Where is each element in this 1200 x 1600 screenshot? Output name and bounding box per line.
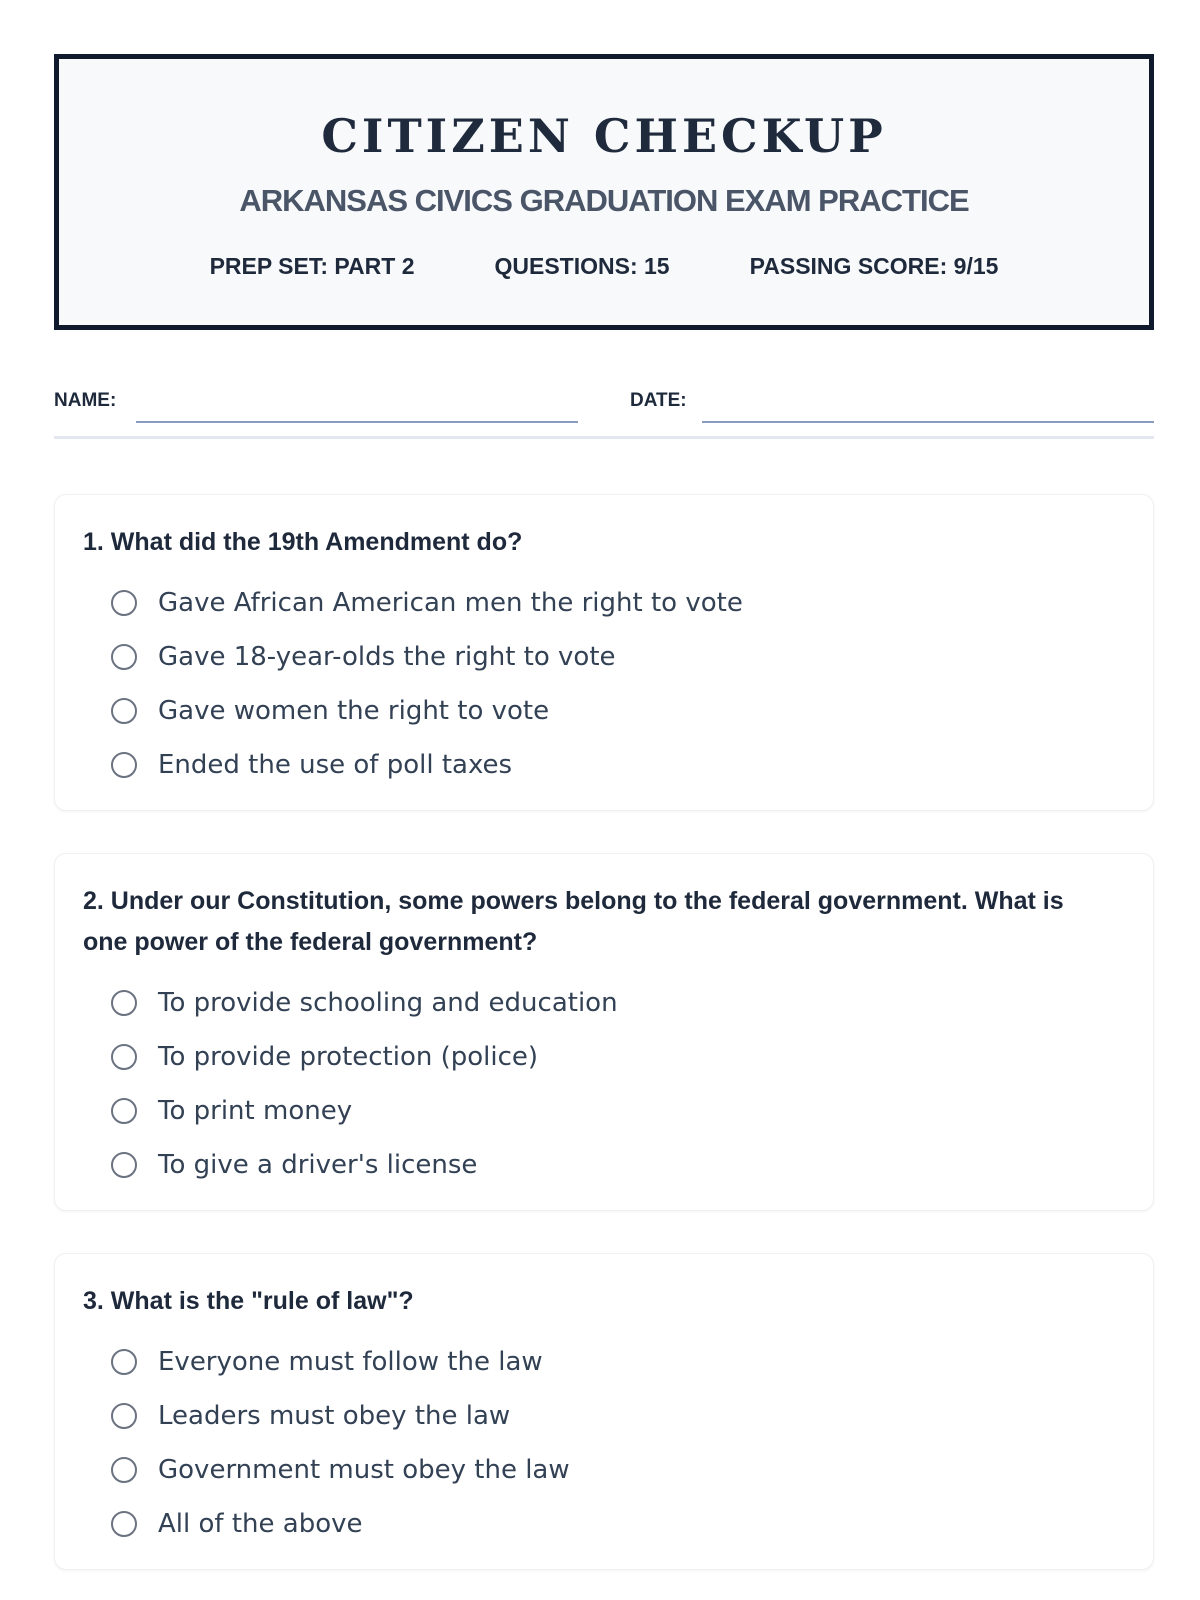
exam-meta — [59, 253, 1149, 280]
option-label: Gave 18-year-olds the right to vote — [158, 642, 616, 672]
page-title: CITIZEN CHECKUP — [321, 109, 887, 163]
option-label: All of the above — [158, 1509, 363, 1539]
radio-button[interactable] — [111, 1098, 137, 1124]
question-text: 3. What is the "rule of law"? — [83, 1287, 414, 1315]
radio-button[interactable] — [111, 1152, 137, 1178]
questions-count-label: QUESTIONS: 15 — [494, 253, 670, 279]
answer-option[interactable] — [111, 637, 616, 677]
answer-option[interactable] — [111, 691, 549, 731]
radio-button[interactable] — [111, 644, 137, 670]
question-text: 2. Under our Constitution, some powers belong to the federal government. What is one power of the federal government? — [83, 887, 1064, 956]
name-label: NAME: — [54, 390, 117, 411]
radio-button[interactable] — [111, 990, 137, 1016]
option-label: Gave African American men the right to vote — [158, 588, 743, 618]
answer-option[interactable] — [111, 983, 618, 1023]
date-field[interactable] — [702, 421, 1154, 423]
option-label: Everyone must follow the law — [158, 1347, 543, 1377]
option-label: To provide protection (police) — [158, 1042, 539, 1072]
radio-button[interactable] — [111, 752, 137, 778]
passing-score-label: PASSING SCORE: 9/15 — [749, 253, 999, 279]
date-label: DATE: — [630, 390, 687, 411]
option-label: Government must obey the law — [158, 1455, 570, 1485]
radio-button[interactable] — [111, 698, 137, 724]
option-label: To print money — [158, 1096, 353, 1126]
answer-option[interactable] — [111, 1450, 570, 1490]
answer-option[interactable] — [111, 1091, 352, 1131]
prep-set-label: PREP SET: PART 2 — [209, 253, 415, 279]
answer-option[interactable] — [111, 1396, 510, 1436]
answer-option[interactable] — [111, 1342, 543, 1382]
answer-option[interactable] — [111, 583, 743, 623]
answer-option[interactable] — [111, 1145, 477, 1185]
question-text: 1. What did the 19th Amendment do? — [83, 528, 523, 556]
student-info-row — [54, 382, 1154, 442]
radio-button[interactable] — [111, 1349, 137, 1375]
answer-option[interactable] — [111, 745, 512, 785]
header-divider — [54, 436, 1154, 439]
option-label: To provide schooling and education — [158, 988, 618, 1018]
question-card-2 — [54, 853, 1154, 1211]
radio-button[interactable] — [111, 1457, 137, 1483]
option-label: Gave women the right to vote — [158, 696, 550, 726]
option-label: Leaders must obey the law — [158, 1401, 511, 1431]
radio-button[interactable] — [111, 1044, 137, 1070]
question-card-3 — [54, 1253, 1154, 1570]
question-card-1 — [54, 494, 1154, 811]
answer-option[interactable] — [111, 1504, 362, 1544]
radio-button[interactable] — [111, 590, 137, 616]
name-field[interactable] — [136, 421, 578, 423]
page-subtitle: ARKANSAS CIVICS GRADUATION EXAM PRACTICE — [239, 183, 969, 218]
answer-option[interactable] — [111, 1037, 538, 1077]
radio-button[interactable] — [111, 1511, 137, 1537]
option-label: Ended the use of poll taxes — [158, 750, 513, 780]
exam-header — [54, 54, 1154, 330]
radio-button[interactable] — [111, 1403, 137, 1429]
option-label: To give a driver's license — [158, 1150, 478, 1180]
